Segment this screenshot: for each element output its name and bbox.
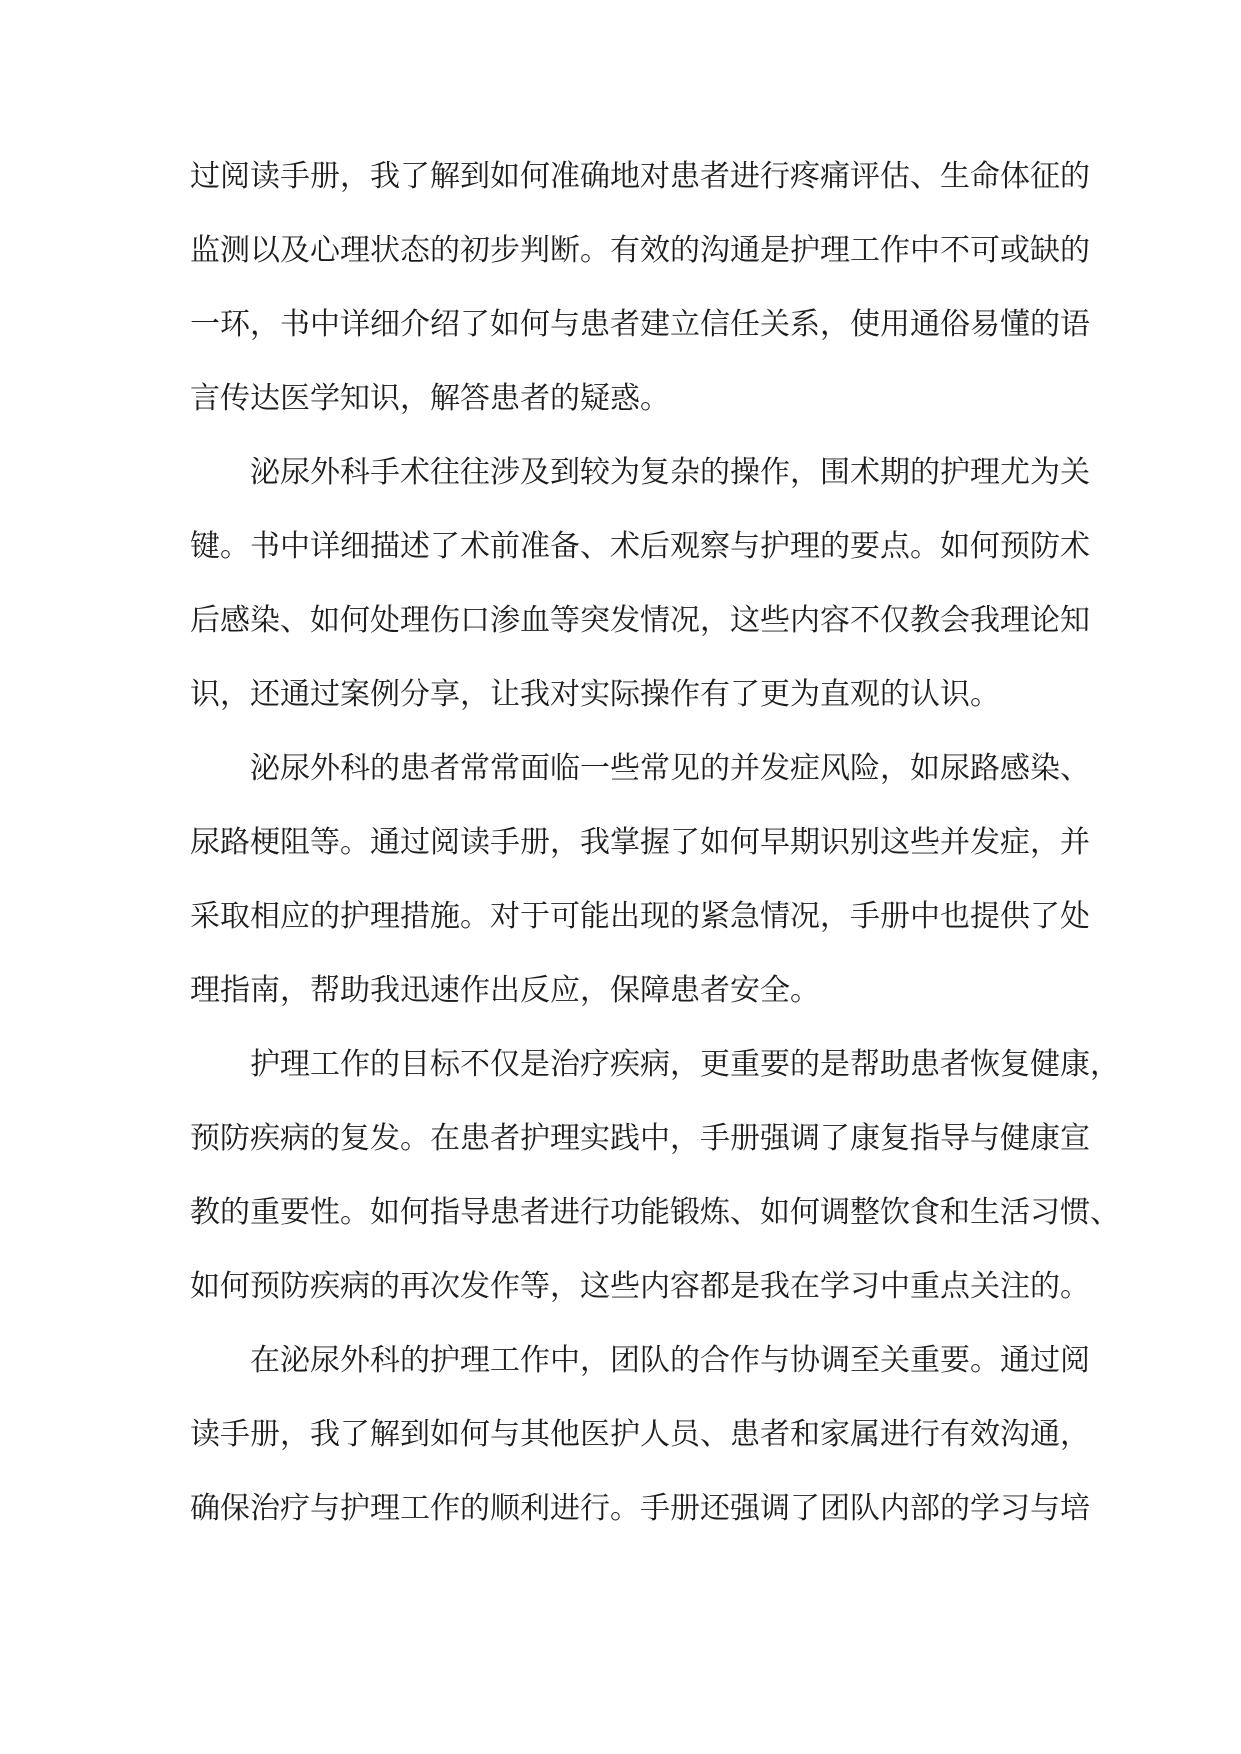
text-line: 采取相应的护理措施。对于可能出现的紧急情况，手册中也提供了处 xyxy=(190,899,1090,934)
text-line: 泌尿外科手术往往涉及到较为复杂的操作，围术期的护理尤为关 xyxy=(250,455,1090,490)
text-line: 泌尿外科的患者常常面临一些常见的并发症风险，如尿路感染、 xyxy=(250,751,1090,786)
text-line: 读手册，我了解到如何与其他医护人员、患者和家属进行有效沟通， xyxy=(190,1417,1090,1452)
text-line: 识，还通过案例分享，让我对实际操作有了更为直观的认识。 xyxy=(190,677,1000,712)
text-line: 言传达医学知识，解答患者的疑惑。 xyxy=(190,381,670,416)
text-line: 教的重要性。如何指导患者进行功能锻炼、如何调整饮食和生活习惯、 xyxy=(190,1195,1120,1230)
text-line: 护理工作的目标不仅是治疗疾病，更重要的是帮助患者恢复健康， xyxy=(250,1047,1120,1082)
text-line: 后感染、如何处理伤口渗血等突发情况，这些内容不仅教会我理论知 xyxy=(190,603,1090,638)
text-line: 理指南，帮助我迅速作出反应，保障患者安全。 xyxy=(190,973,820,1008)
text-line: 一环，书中详细介绍了如何与患者建立信任关系，使用通俗易懂的语 xyxy=(190,307,1090,342)
text-line: 在泌尿外科的护理工作中，团队的合作与协调至关重要。通过阅 xyxy=(250,1343,1090,1378)
text-line: 尿路梗阻等。通过阅读手册，我掌握了如何早期识别这些并发症，并 xyxy=(190,825,1090,860)
text-line: 预防疾病的复发。在患者护理实践中，手册强调了康复指导与健康宣 xyxy=(190,1121,1090,1156)
body-text xyxy=(190,140,1120,1546)
text-line: 监测以及心理状态的初步判断。有效的沟通是护理工作中不可或缺的 xyxy=(190,233,1090,268)
text-line: 过阅读手册，我了解到如何准确地对患者进行疼痛评估、生命体征的 xyxy=(190,159,1090,194)
text-line: 如何预防疾病的再次发作等，这些内容都是我在学习中重点关注的。 xyxy=(190,1269,1090,1304)
text-line: 键。书中详细描述了术前准备、术后观察与护理的要点。如何预防术 xyxy=(190,529,1090,564)
text-line: 确保治疗与护理工作的顺利进行。手册还强调了团队内部的学习与培 xyxy=(190,1491,1090,1526)
